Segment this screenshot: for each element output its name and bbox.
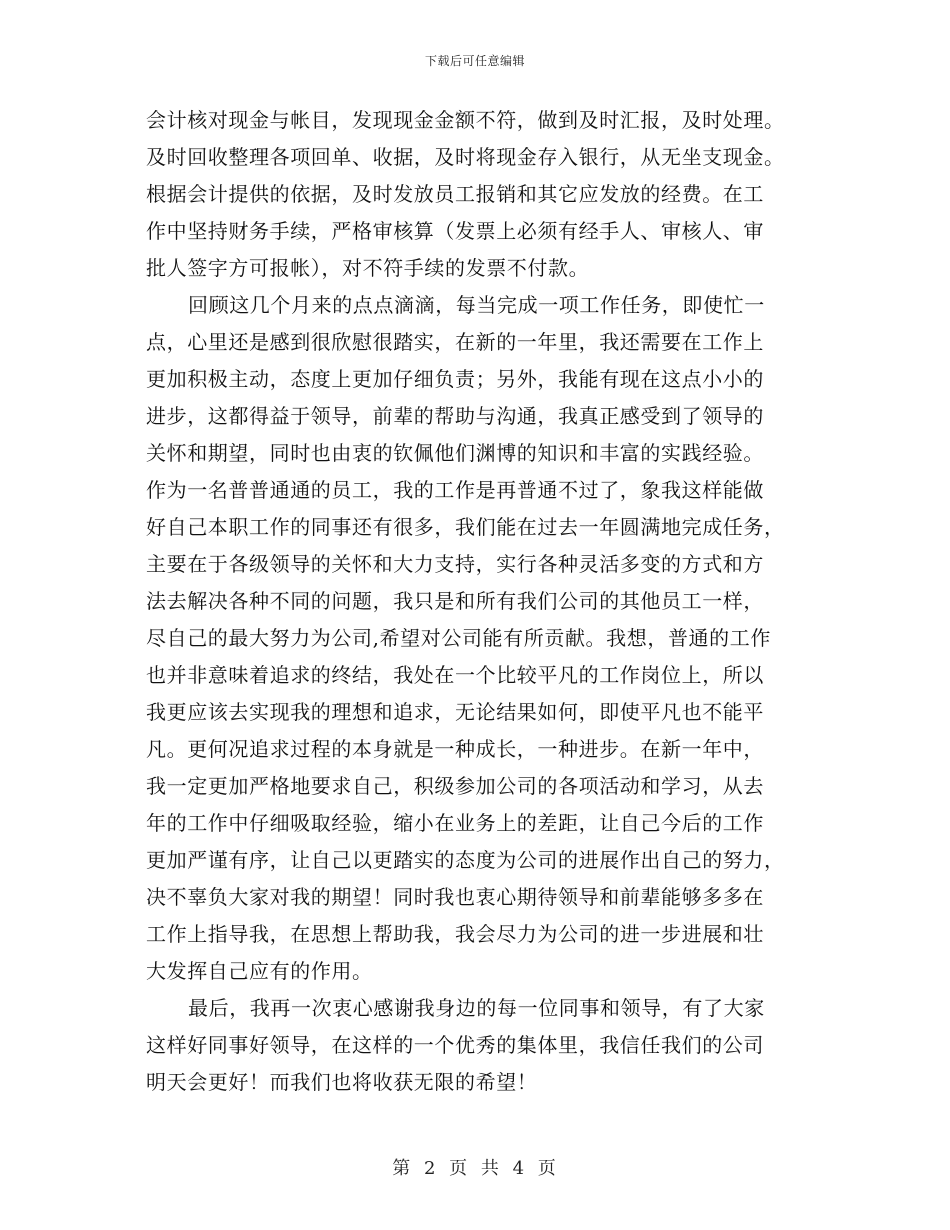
- text-line: 法去解决各种不同的问题，我只是和所有我们公司的其他员工一样，: [146, 589, 764, 613]
- paragraph-start-line: 最后，我再一次衷心感谢我身边的每一位同事和领导，有了大家: [188, 996, 765, 1020]
- text-line: 根据会计提供的依据，及时发放员工报销和其它应发放的经费。在工: [146, 182, 764, 206]
- text-line: 决不辜负大家对我的期望！同时我也衷心期待领导和前辈能够多多在: [146, 885, 764, 909]
- text-line: 会计核对现金与帐目，发现现金金额不符，做到及时汇报，及时处理。: [146, 108, 785, 132]
- text-line: 主要在于各级领导的关怀和大力支持，实行各种灵活多变的方式和方: [146, 552, 764, 576]
- text-line: 明天会更好！而我们也将收获无限的希望！: [146, 1070, 538, 1094]
- text-line: 这样好同事好领导，在这样的一个优秀的集体里，我信任我们的公司: [146, 1033, 764, 1057]
- text-line: 作中坚持财务手续，严格审核算（发票上必须有经手人、审核人、审: [146, 219, 764, 243]
- text-line: 更加严谨有序，让自己以更踏实的态度为公司的进展作出自己的努力，: [146, 848, 785, 872]
- text-line: 也并非意味着追求的终结，我处在一个比较平凡的工作岗位上，所以: [146, 663, 764, 687]
- paragraph-start-line: 回顾这几个月来的点点滴滴，每当完成一项工作任务，即使忙一: [188, 293, 765, 317]
- text-line: 我一定更加严格地要求自己，积级参加公司的各项活动和学习，从去: [146, 774, 764, 798]
- text-line: 更加积极主动，态度上更加仔细负责；另外，我能有现在这点小小的: [146, 367, 764, 391]
- document-body: [146, 102, 812, 1101]
- text-line: 好自己本职工作的同事还有很多，我们能在过去一年圆满地完成任务，: [146, 515, 785, 539]
- text-line: 年的工作中仔细吸取经验，缩小在业务上的差距，让自己今后的工作: [146, 811, 764, 835]
- text-line: 点，心里还是感到很欣慰很踏实，在新的一年里，我还需要在工作上: [146, 330, 764, 354]
- text-line: 及时回收整理各项回单、收据，及时将现金存入银行，从无坐支现金。: [146, 145, 785, 169]
- text-line: 进步，这都得益于领导，前辈的帮助与沟通，我真正感受到了领导的: [146, 404, 764, 428]
- text-line: 批人签字方可报帐），对不符手续的发票不付款。: [146, 256, 590, 280]
- text-line: 关怀和期望，同时也由衷的钦佩他们渊博的知识和丰富的实践经验。: [146, 441, 764, 465]
- text-line: 工作上指导我，在思想上帮助我，我会尽力为公司的进一步进展和壮: [146, 922, 764, 946]
- text-line: 作为一名普普通通的员工，我的工作是再普通不过了，象我这样能做: [146, 478, 764, 502]
- text-line: 我更应该去实现我的理想和追求，无论结果如何，即使平凡也不能平: [146, 700, 764, 724]
- text-line: 凡。更何况追求过程的本身就是一种成长，一种进步。在新一年中，: [146, 737, 764, 761]
- page-number-indicator: 第 2 页 共 4 页: [392, 1158, 558, 1179]
- text-line: 大发挥自己应有的作用。: [146, 959, 373, 983]
- page-header-note: 下载后可任意编辑: [424, 54, 525, 68]
- text-line: 尽自己的最大努力为公司,希望对公司能有所贡献。我想，普通的工作: [146, 626, 771, 650]
